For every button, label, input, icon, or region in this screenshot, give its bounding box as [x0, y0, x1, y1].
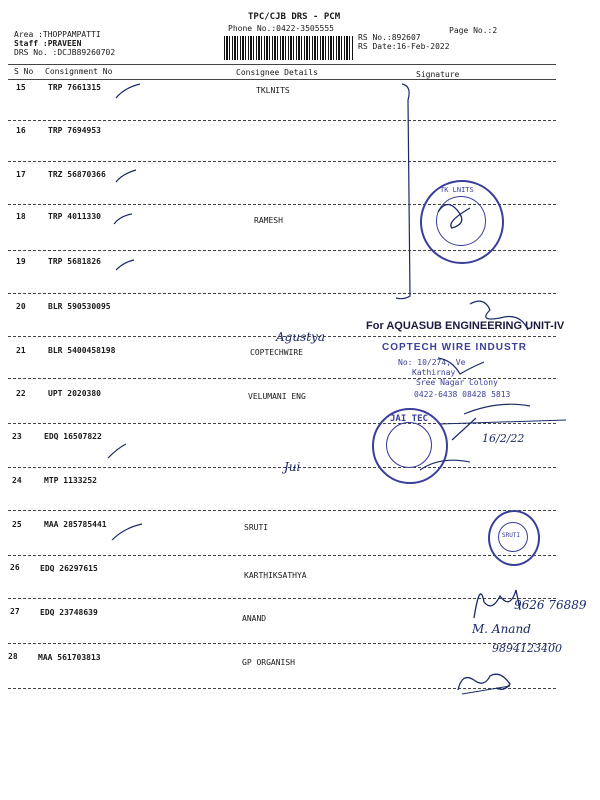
row-consignee: KARTHIKSATHYA [244, 571, 307, 580]
row-consignment: EDQ 16507822 [44, 432, 102, 441]
row-consignment: MAA 285785441 [44, 520, 107, 529]
row-consignee: COPTECHWIRE [250, 348, 303, 357]
row-sno: 19 [16, 257, 26, 266]
stamp-text: JAI TEC [390, 414, 428, 424]
phone-number: Phone No.:0422-3505555 [228, 24, 334, 33]
row-sno: 22 [16, 389, 26, 398]
handwritten-date: 16/2/22 [482, 432, 525, 445]
stamp-text: TK LNITS [440, 186, 474, 194]
row-sno: 18 [16, 212, 26, 221]
row-sno: 20 [16, 302, 26, 311]
row-consignment: BLR 590530095 [48, 302, 111, 311]
coptech-phone: 0422-6438 08428 5813 [414, 390, 511, 399]
row-sno: 23 [12, 432, 22, 441]
row-sno: 21 [16, 346, 26, 355]
column-header-sno: S No [14, 67, 34, 76]
row-sno: 26 [10, 563, 20, 572]
handwritten-phone: 9894123400 [492, 642, 562, 655]
aquasub-stamp-text: For AQUASUB ENGINEERING UNIT-IV [366, 320, 565, 332]
column-header-consignment: Consignment No [45, 67, 113, 76]
rs-number: RS No.:892607 [358, 33, 421, 42]
staff-label: Staff :PRAVEEN [14, 39, 82, 48]
row-consignment: MTP 1133252 [44, 476, 97, 485]
stamp-text: SRUTI [502, 532, 521, 539]
coptech-address-1: No: 10/274, Ve [398, 358, 466, 367]
column-header-signature: Signature [416, 70, 460, 79]
row-consignment: BLR 5400458198 [48, 346, 116, 355]
row-consignment: UPT 2020380 [48, 389, 101, 398]
row-sno: 25 [12, 520, 22, 529]
page-number: Page No.:2 [449, 26, 498, 35]
row-consignment: TRP 7694953 [48, 126, 101, 135]
row-consignment: MAA 561703813 [38, 653, 101, 662]
handwritten-name: M. Anand [472, 622, 531, 636]
row-consignment: TRP 7661315 [48, 83, 101, 92]
row-sno: 28 [8, 652, 18, 661]
row-consignee: VELUMANI ENG [248, 392, 306, 401]
row-consignee: ANAND [242, 614, 267, 623]
row-consignment: TRP 4011330 [48, 212, 101, 221]
area-label: Area :THOPPAMPATTI [14, 30, 101, 39]
row-consignee: TKLNITS [256, 86, 290, 95]
rs-date: RS Date:16-Feb-2022 [358, 42, 450, 51]
row-sno: 27 [10, 607, 20, 616]
row-sno: 15 [16, 83, 26, 92]
handwritten-phone: 9626 76889 [514, 598, 587, 612]
row-consignee: GP ORGANISH [242, 658, 295, 667]
coptech-stamp-name: COPTECH WIRE INDUSTR [382, 342, 527, 353]
handwritten-note: Agustya [276, 330, 325, 344]
row-sno: 16 [16, 126, 26, 135]
handwritten-note: Jui [284, 460, 301, 474]
row-consignee: RAMESH [254, 216, 283, 225]
row-sno: 24 [12, 476, 22, 485]
page-title: TPC/CJB DRS - PCM [248, 12, 341, 22]
row-consignment: EDQ 26297615 [40, 564, 98, 573]
coptech-address-2: Kathirnay [412, 368, 456, 377]
row-consignment: TRP 5681826 [48, 257, 101, 266]
row-sno: 17 [16, 170, 26, 179]
row-consignee: SRUTI [244, 523, 269, 532]
drs-no-label: DRS No. :DCJB89260702 [14, 48, 116, 57]
coptech-address-3: Sree Nagar Colony [416, 378, 498, 387]
column-header-consignee: Consignee Details [236, 68, 318, 77]
row-consignment: EDQ 23748639 [40, 608, 98, 617]
row-consignment: TRZ 56870366 [48, 170, 106, 179]
